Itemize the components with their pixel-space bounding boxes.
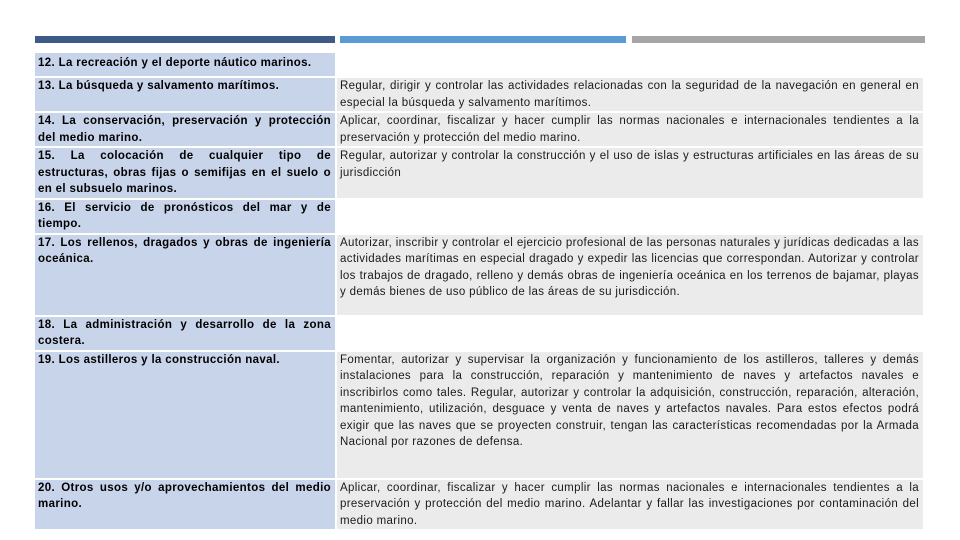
function-cell-empty (336, 199, 924, 234)
table-row (34, 234, 924, 316)
accent-bar-dark-blue (35, 36, 335, 43)
topic-cell: 19. Los astilleros y la construcción naval. (34, 351, 336, 479)
table-row (34, 147, 924, 199)
table-row (34, 351, 924, 479)
table-row (34, 479, 924, 531)
table-row (34, 199, 924, 234)
table-row (34, 316, 924, 351)
topic-cell: 14. La conservación, preservación y protección del medio marino. (34, 112, 336, 147)
topic-cell: 20. Otros usos y/o aprovechamientos del medio marino. (34, 479, 336, 531)
accent-bar-light-blue (340, 36, 626, 43)
function-cell-empty (336, 316, 924, 351)
table-row (34, 52, 924, 77)
accent-bar-gray (632, 36, 925, 43)
function-cell: Autorizar, inscribir y controlar el ejercicio profesional de las personas naturales y jurídicas dedicadas a las actividades marítimas en especial dragado y expedir las licencias que correspondan. Autorizar y controlar los trabajos de dragado, relleno y demás obras de ingeniería oceánica en los terrenos de bajamar, playas y demás bienes de uso público de las áreas de su jurisdicción. (336, 234, 924, 316)
topic-cell: 16. El servicio de pronósticos del mar y de tiempo. (34, 199, 336, 234)
function-cell: Fomentar, autorizar y supervisar la organización y funcionamiento de los astilleros, talleres y demás instalaciones para la construcción, reparación y mantenimiento de naves y artefactos navales e inscribirlos como tales. Regular, autorizar y controlar la adquisición, construcción, reparación, alteración, mantenimiento, utilización, desguace y venta de naves y artefactos navales. Para estos efectos podrá exigir que las naves que se proyecten construir, tengan las características recomendadas por la Armada Nacional por razones de defensa. (336, 351, 924, 479)
functions-table (33, 51, 925, 531)
table-row (34, 112, 924, 147)
function-cell: Aplicar, coordinar, fiscalizar y hacer cumplir las normas nacionales e internacionales tendientes a la preservación y protección del medio marino. (336, 112, 924, 147)
function-cell: Regular, autorizar y controlar la construcción y el uso de islas y estructuras artificiales en las áreas de su jurisdicción (336, 147, 924, 199)
function-cell-empty (336, 52, 924, 77)
topic-cell: 17. Los rellenos, dragados y obras de ingeniería oceánica. (34, 234, 336, 316)
function-cell: Aplicar, coordinar, fiscalizar y hacer cumplir las normas nacionales e internacionales tendientes a la preservación y protección del medio marino. Adelantar y fallar las investigaciones por contaminación del medio marino. (336, 479, 924, 531)
topic-cell: 13. La búsqueda y salvamento marítimos. (34, 77, 336, 112)
function-cell: Regular, dirigir y controlar las actividades relacionadas con la seguridad de la navegación en general en especial la búsqueda y salvamento marítimos. (336, 77, 924, 112)
table-row (34, 77, 924, 112)
topic-cell: 18. La administración y desarrollo de la zona costera. (34, 316, 336, 351)
topic-cell: 15. La colocación de cualquier tipo de estructuras, obras fijas o semifijas en el suelo o en el subsuelo marinos. (34, 147, 336, 199)
topic-cell: 12. La recreación y el deporte náutico marinos. (34, 52, 336, 77)
